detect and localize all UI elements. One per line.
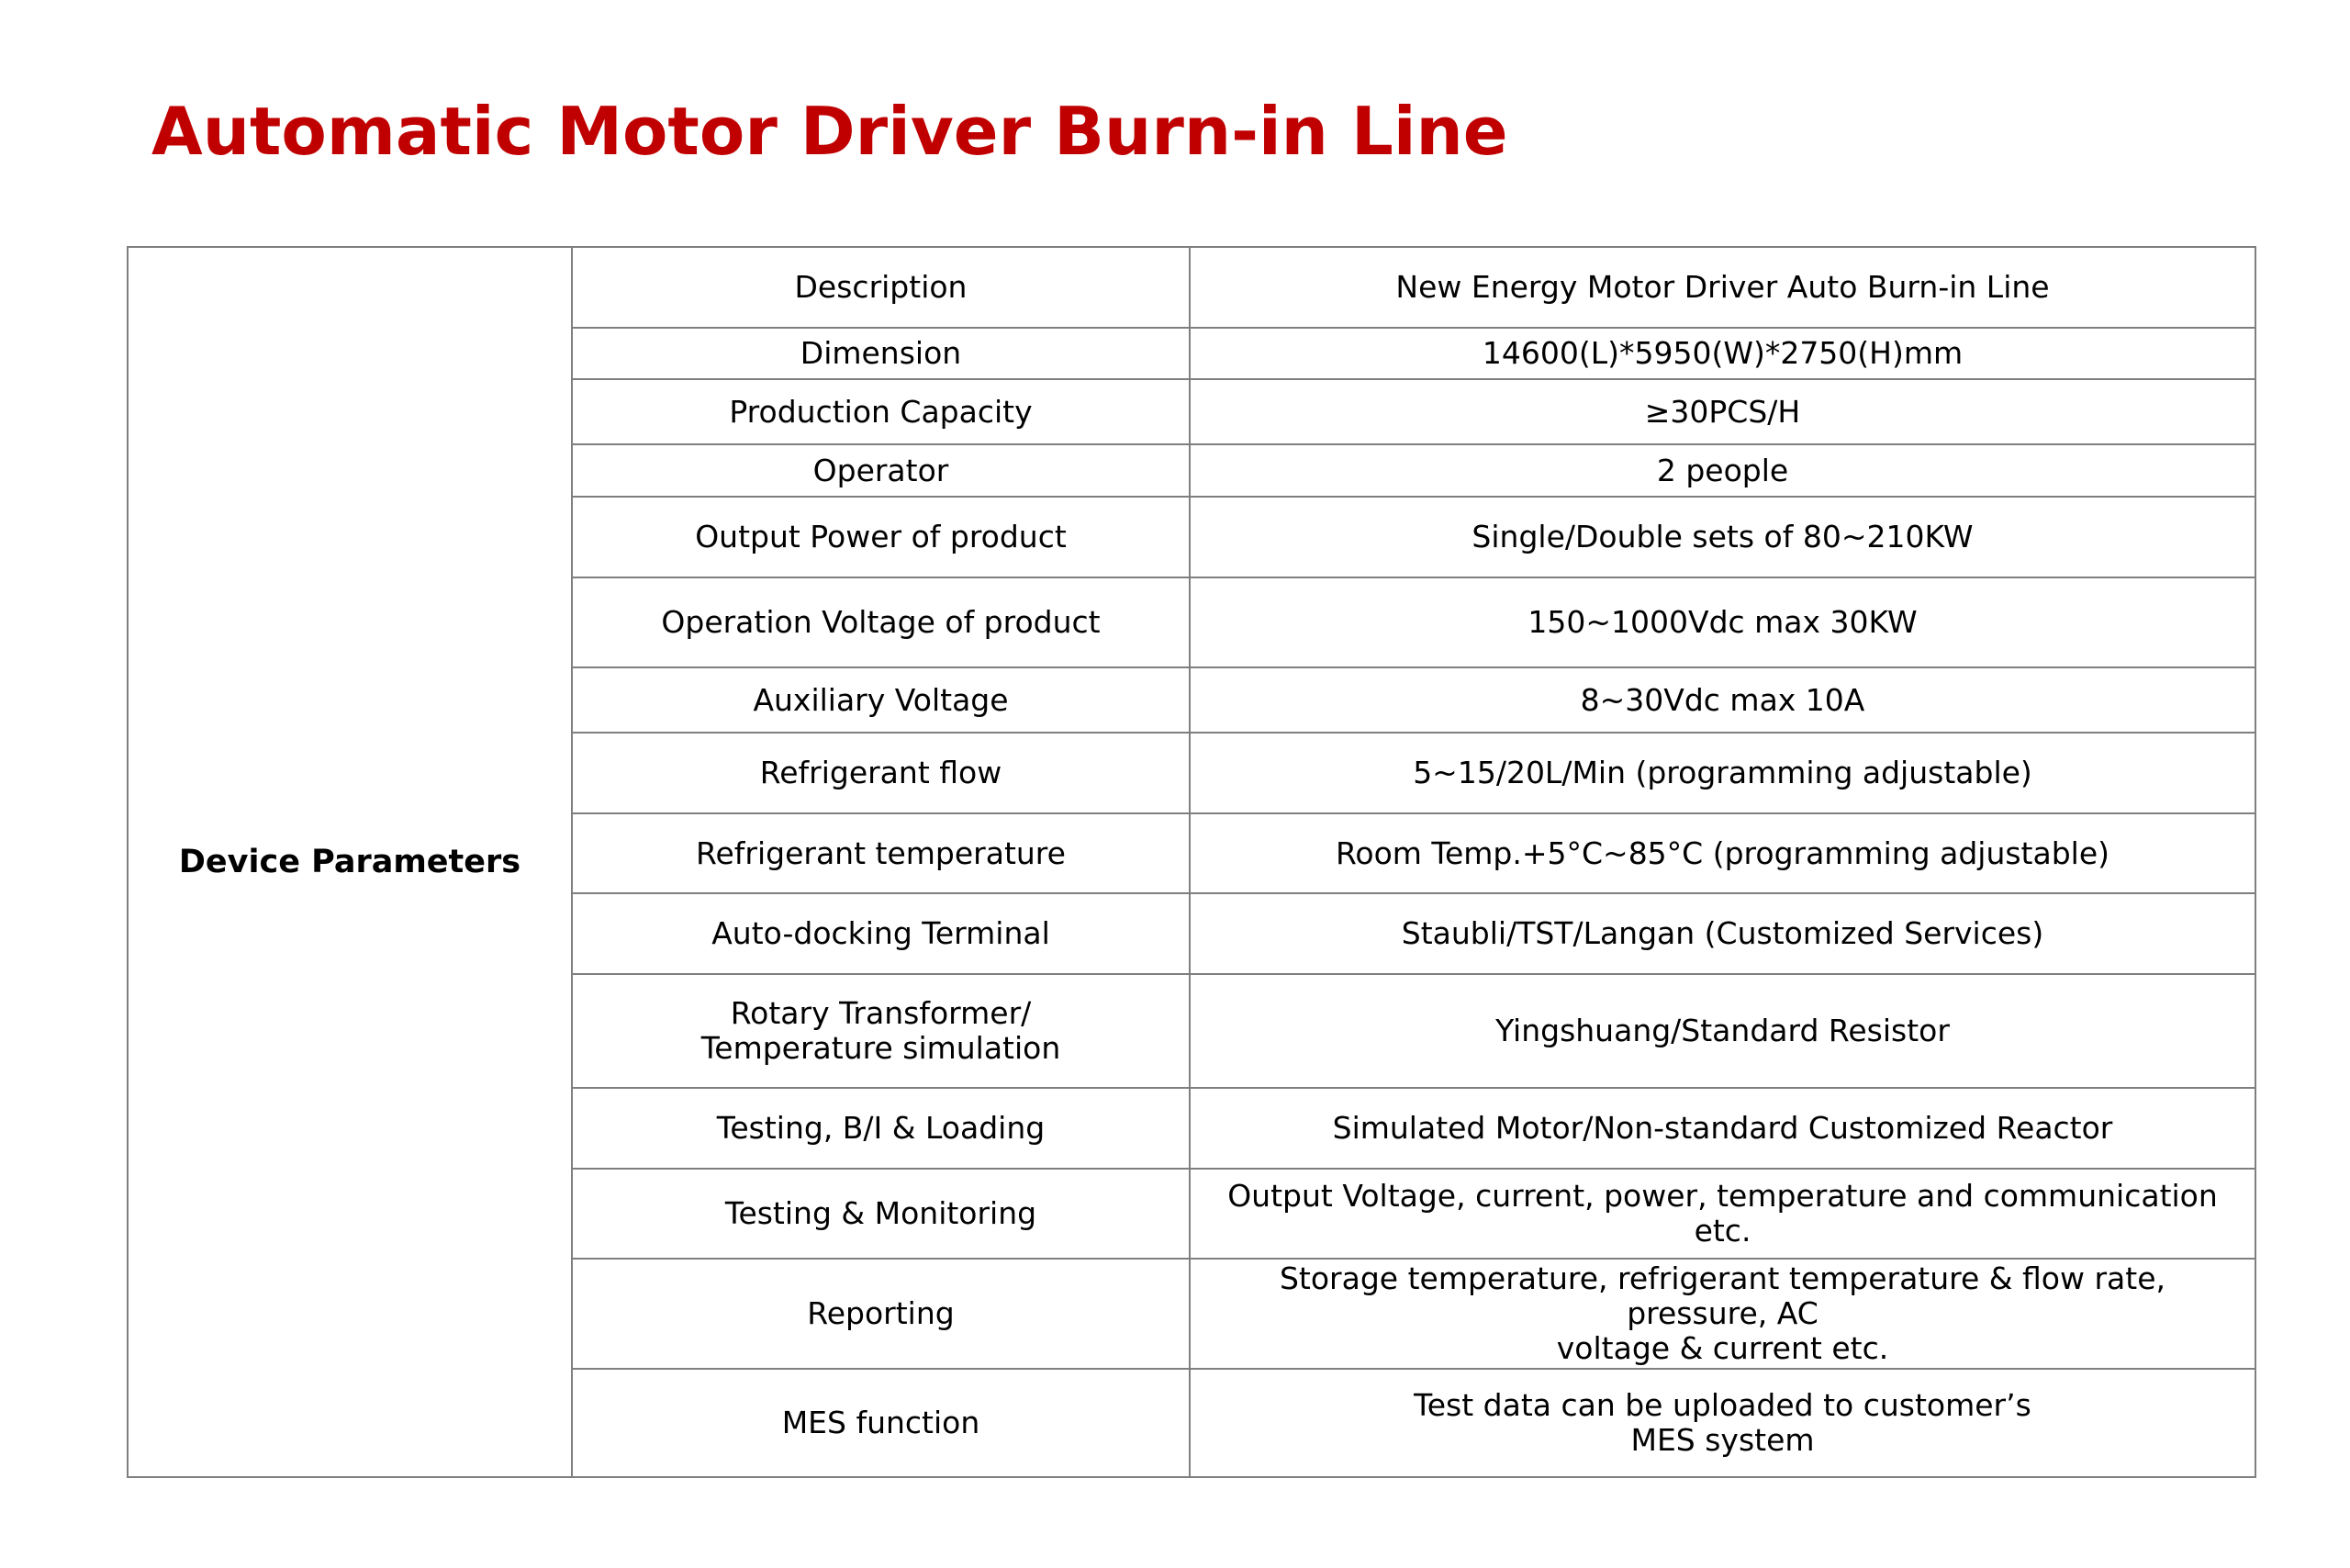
param-value: 5~15/20L/Min (programming adjustable) [1190,733,2255,813]
param-value: Single/Double sets of 80~210KW [1190,497,2255,577]
param-value: 14600(L)*5950(W)*2750(H)mm [1190,328,2255,379]
param-value: ≥30PCS/H [1190,379,2255,444]
param-label: Auto-docking Terminal [572,893,1190,974]
param-label: Output Power of product [572,497,1190,577]
param-label: Dimension [572,328,1190,379]
param-label: MES function [572,1369,1190,1477]
param-label: Auxiliary Voltage [572,667,1190,733]
section-label: Device Parameters [128,247,572,1477]
param-label: Testing, B/I & Loading [572,1088,1190,1169]
param-label: Operation Voltage of product [572,577,1190,667]
param-label: Refrigerant temperature [572,813,1190,893]
param-label: Description [572,247,1190,328]
page-title: Automatic Motor Driver Burn-in Line [151,93,1508,170]
param-value: Output Voltage, current, power, temperature and communication etc. [1190,1169,2255,1259]
device-parameters-table [127,246,2256,1478]
param-label: Testing & Monitoring [572,1169,1190,1259]
param-value: Room Temp.+5°C~85°C (programming adjustable) [1190,813,2255,893]
param-value: Yingshuang/Standard Resistor [1190,974,2255,1088]
table-body [128,247,2255,1477]
param-value: Storage temperature, refrigerant temperature & flow rate, pressure, AC voltage & current etc. [1190,1259,2255,1369]
param-label: Operator [572,444,1190,497]
table-row [128,247,2255,328]
param-label: Refrigerant flow [572,733,1190,813]
param-value: 2 people [1190,444,2255,497]
param-value: New Energy Motor Driver Auto Burn-in Line [1190,247,2255,328]
param-value: Staubli/TST/Langan (Customized Services) [1190,893,2255,974]
param-label: Production Capacity [572,379,1190,444]
param-label: Reporting [572,1259,1190,1369]
param-value: Simulated Motor/Non-standard Customized Reactor [1190,1088,2255,1169]
param-value: Test data can be uploaded to customer’s MES system [1190,1369,2255,1477]
param-value: 150~1000Vdc max 30KW [1190,577,2255,667]
param-value: 8~30Vdc max 10A [1190,667,2255,733]
param-label: Rotary Transformer/ Temperature simulation [572,974,1190,1088]
